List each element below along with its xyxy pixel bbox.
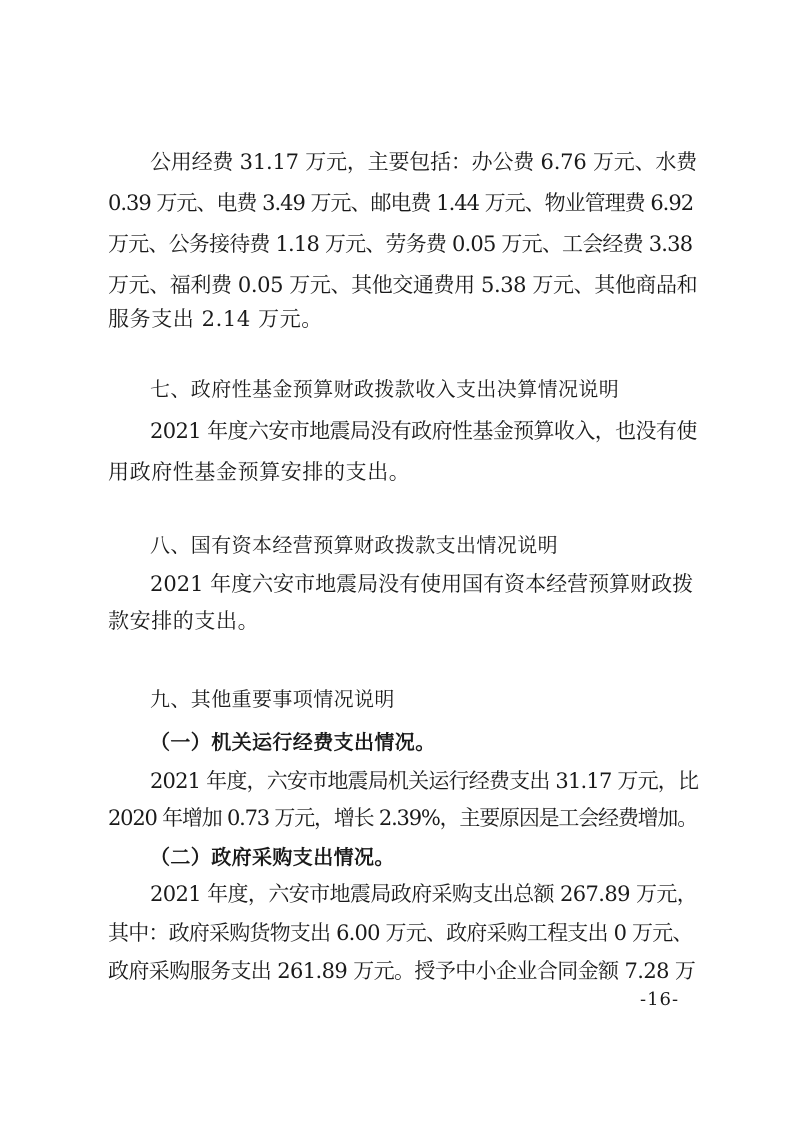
page-number: -16- [640,989,680,1010]
section-9-sub-2-line-1: 2021 年度，六安市地震局政府采购支出总额 267.89 万元， [150,882,698,906]
section-7-heading: 七、政府性基金预算财政拨款收入支出决算情况说明 [150,377,620,401]
public-funds-line-1: 公用经费 31.17 万元，主要包括：办公费 6.76 万元、水费 [150,150,697,174]
section-9-heading: 九、其他重要事项情况说明 [150,687,395,711]
section-7-line-2: 用政府性基金预算安排的支出。 [108,460,411,484]
public-funds-line-5: 服务支出 2.14 万元。 [108,307,323,331]
section-9-sub-2-line-2: 其中：政府采购货物支出 6.00 万元、政府采购工程支出 0 万元、 [108,921,693,945]
section-8-heading: 八、国有资本经营预算财政拨款支出情况说明 [150,533,558,557]
section-9-sub-2-line-3: 政府采购服务支出 261.89 万元。授予中小企业合同金额 7.28 万 [108,959,696,983]
public-funds-line-4: 万元、福利费 0.05 万元、其他交通费用 5.38 万元、其他商品和 [108,273,698,297]
section-9-sub-1-line-1: 2021 年度，六安市地震局机关运行经费支出 31.17 万元，比 [150,769,699,793]
public-funds-line-2: 0.39 万元、电费 3.49 万元、邮电费 1.44 万元、物业管理费 6.92 [108,191,694,215]
section-7-line-1: 2021 年度六安市地震局没有政府性基金预算收入，也没有使 [150,419,697,443]
public-funds-line-3: 万元、公务接待费 1.18 万元、劳务费 0.05 万元、工会经费 3.38 [108,232,693,256]
section-9-sub-1-line-2: 2020 年增加 0.73 万元，增长 2.39%，主要原因是工会经费增加。 [108,806,698,830]
section-8-line-2: 款安排的支出。 [108,609,260,633]
section-8-line-1: 2021 年度六安市地震局没有使用国有资本经营预算财政拨 [150,572,694,596]
section-9-sub-1-heading: （一）机关运行经费支出情况。 [150,730,436,754]
section-9-sub-2-heading: （二）政府采购支出情况。 [150,845,395,869]
